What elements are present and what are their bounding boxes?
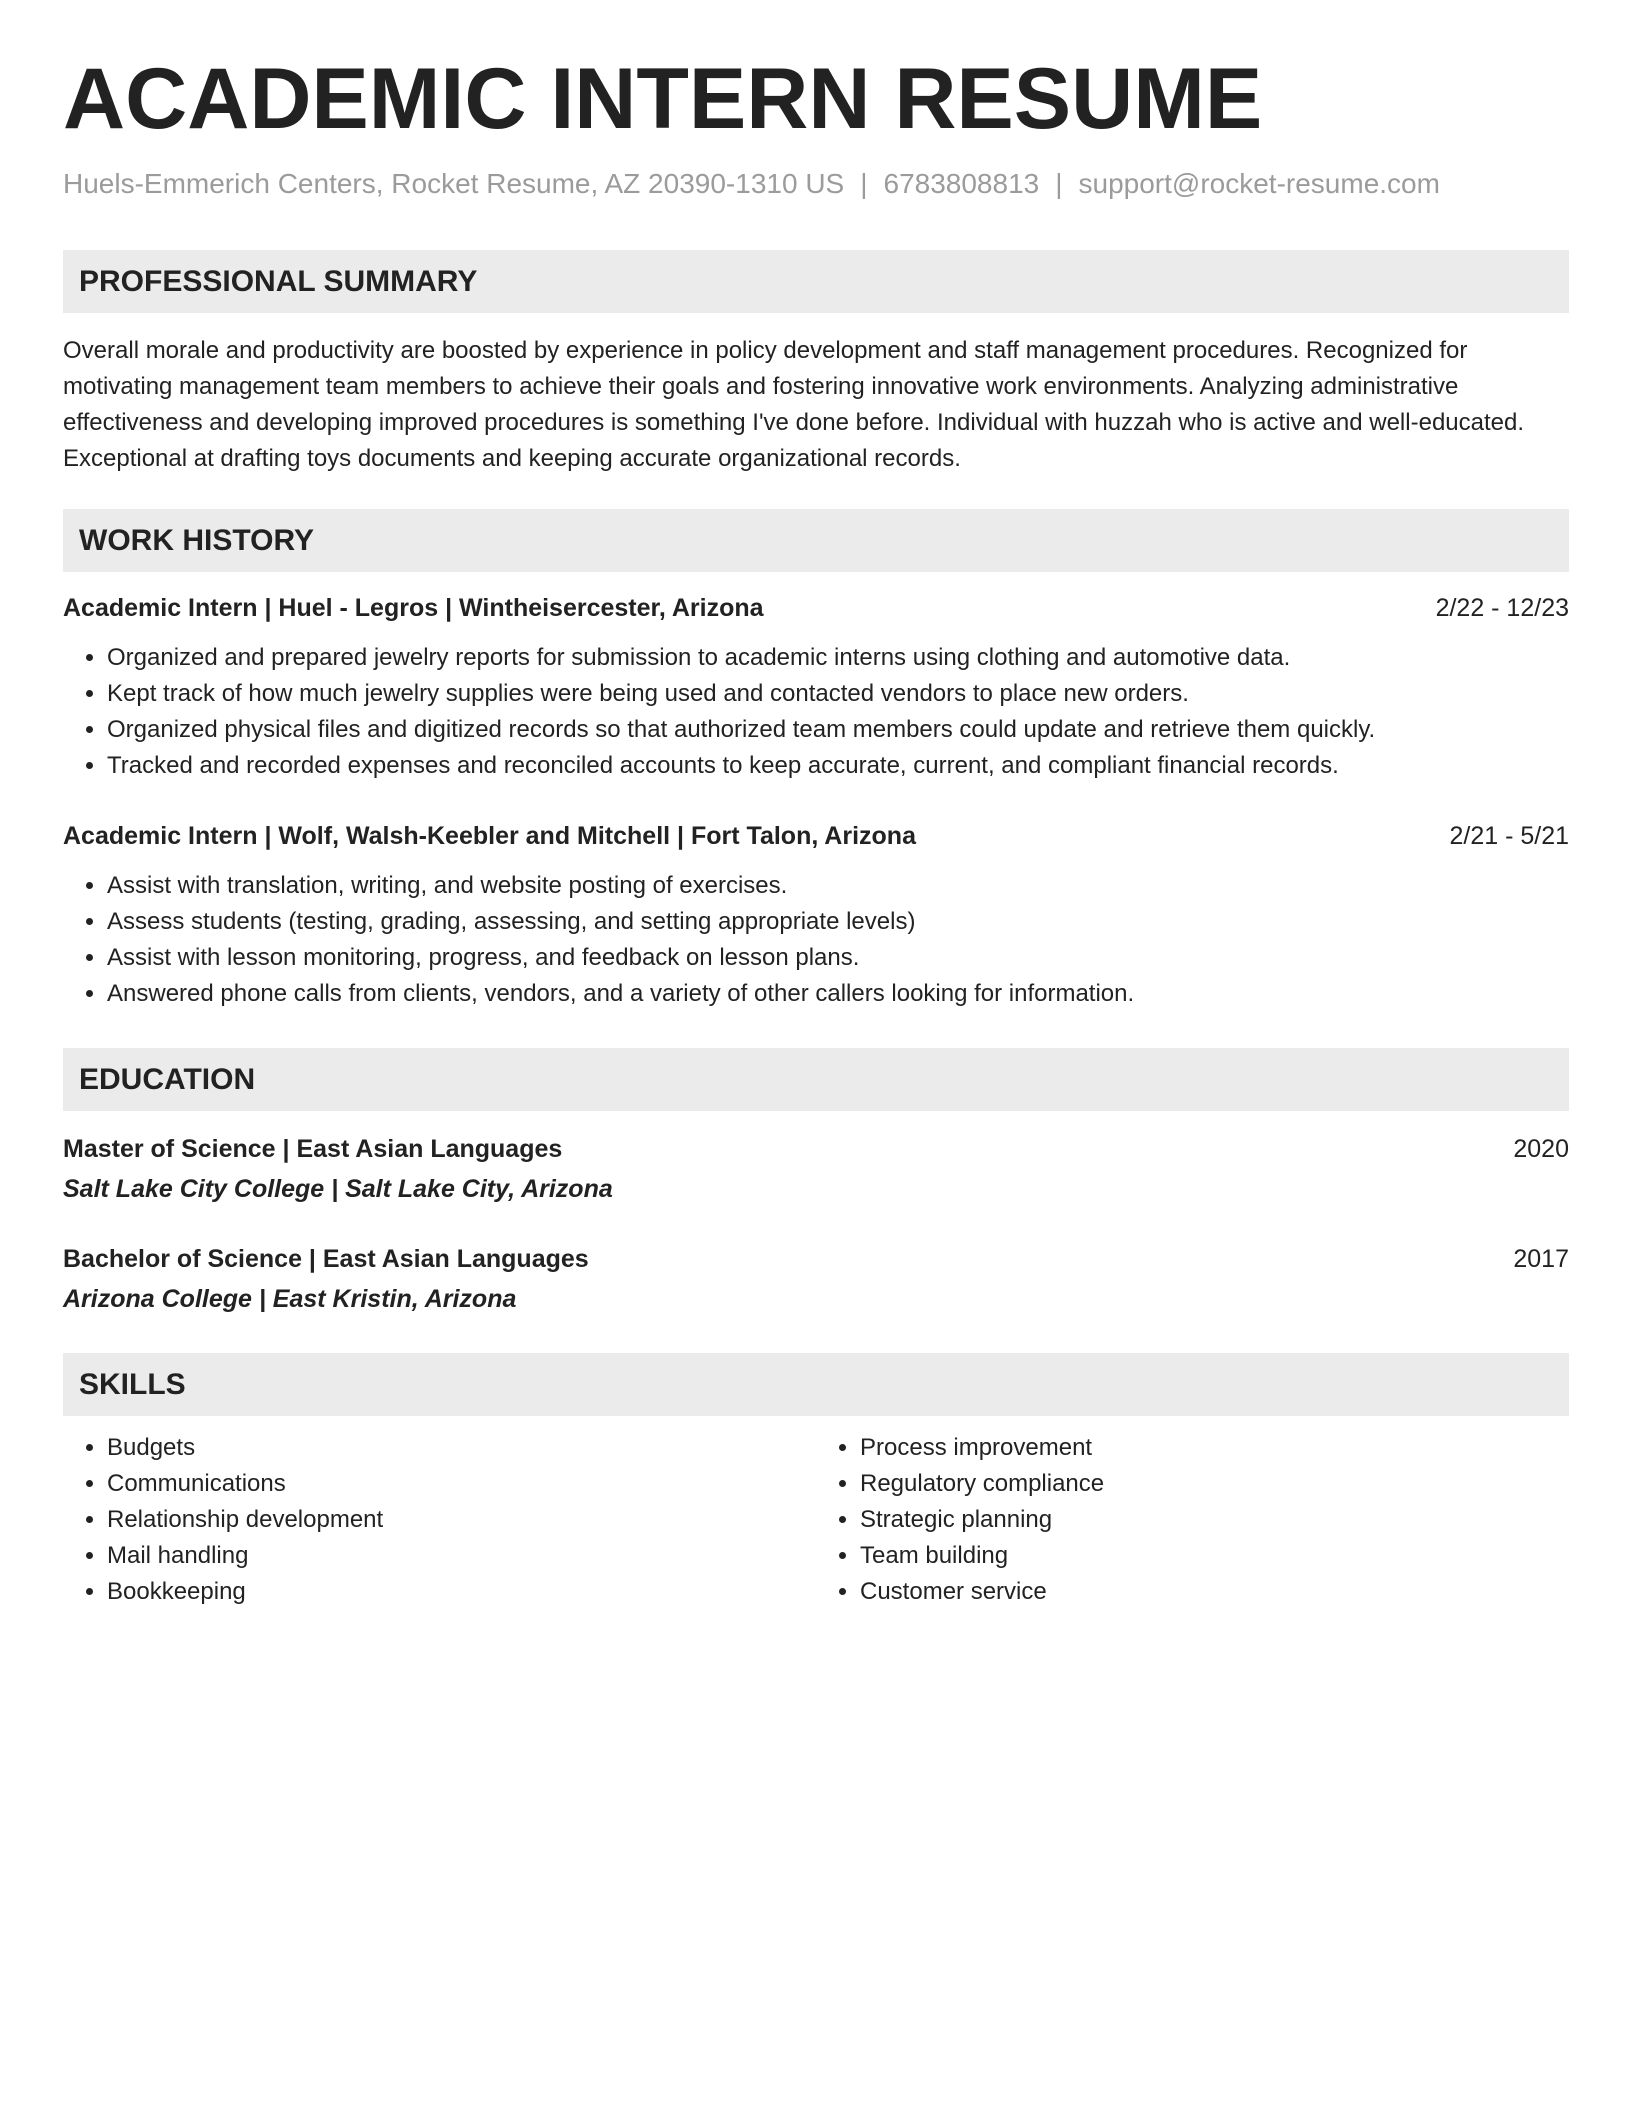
resume-title: ACADEMIC INTERN RESUME bbox=[63, 51, 1263, 147]
education-degree: Master of Science | East Asian Languages bbox=[63, 1135, 563, 1163]
education-degree: Bachelor of Science | East Asian Languages bbox=[63, 1245, 589, 1273]
job-header bbox=[63, 818, 1569, 854]
education-year: 2017 bbox=[1513, 1245, 1569, 1273]
skill-item: • Mail handling bbox=[107, 1538, 816, 1574]
job-dates: 2/22 - 12/23 bbox=[1435, 594, 1569, 622]
education-year: 2020 bbox=[1513, 1135, 1569, 1163]
job-dates: 2/21 - 5/21 bbox=[1449, 822, 1569, 850]
job-entry bbox=[63, 590, 1569, 784]
skills-columns bbox=[63, 1430, 1569, 1610]
skill-item: • Team building bbox=[860, 1538, 1569, 1574]
skill-item: • Relationship development bbox=[107, 1502, 816, 1538]
section-heading-skills: SKILLS bbox=[63, 1353, 1569, 1416]
section-heading-work-history: WORK HISTORY bbox=[63, 509, 1569, 572]
contact-separator: | bbox=[1055, 168, 1063, 199]
job-title: Academic Intern | Huel - Legros | Wintheisercester, Arizona bbox=[63, 594, 764, 622]
job-bullet: • Organized and prepared jewelry reports for submission to academic interns using clothing and automotive data. bbox=[107, 640, 1569, 676]
job-header bbox=[63, 590, 1569, 626]
summary-text: Overall morale and productivity are boosted by experience in policy development and staff management procedures. Recognized for motivating management team members to achieve their goals and fostering innovative work environments. Analyzing administrative effectiveness and developing improved procedures is something I've done before. Individual with huzzah who is active and well-educated. Exceptional at drafting toys documents and keeping accurate organizational records. bbox=[63, 337, 1525, 472]
education-school: Salt Lake City College | Salt Lake City, Arizona bbox=[63, 1175, 613, 1203]
education-entry bbox=[63, 1131, 1569, 1207]
skill-item: • Communications bbox=[107, 1466, 816, 1502]
education-header bbox=[63, 1241, 1569, 1277]
skill-item: • Budgets bbox=[107, 1430, 816, 1466]
education-header bbox=[63, 1131, 1569, 1167]
education-school: Arizona College | East Kristin, Arizona bbox=[63, 1285, 517, 1313]
contact-address: Huels-Emmerich Centers, Rocket Resume, AZ 20390-1310 US bbox=[63, 168, 845, 199]
job-bullet: • Tracked and recorded expenses and reconciled accounts to keep accurate, current, and compliant financial records. bbox=[107, 748, 1569, 784]
contact-separator: | bbox=[860, 168, 868, 199]
job-bullet: • Kept track of how much jewelry supplies were being used and contacted vendors to place new orders. bbox=[107, 676, 1569, 712]
job-bullet-list bbox=[63, 640, 1569, 784]
education-entry bbox=[63, 1241, 1569, 1317]
skills-list bbox=[63, 1430, 816, 1610]
job-bullet: • Answered phone calls from clients, vendors, and a variety of other callers looking for information. bbox=[107, 976, 1569, 1012]
job-bullet: • Assist with translation, writing, and website posting of exercises. bbox=[107, 868, 1569, 904]
job-bullet: • Assist with lesson monitoring, progress, and feedback on lesson plans. bbox=[107, 940, 1569, 976]
skill-item: • Bookkeeping bbox=[107, 1574, 816, 1610]
job-entry bbox=[63, 818, 1569, 1012]
skill-item: • Customer service bbox=[860, 1574, 1569, 1610]
skill-item: • Regulatory compliance bbox=[860, 1466, 1569, 1502]
section-heading-summary: PROFESSIONAL SUMMARY bbox=[63, 250, 1569, 313]
job-bullet-list bbox=[63, 868, 1569, 1012]
skill-item: • Process improvement bbox=[860, 1430, 1569, 1466]
skill-item: • Strategic planning bbox=[860, 1502, 1569, 1538]
contact-line bbox=[63, 168, 1569, 200]
skills-column-right bbox=[816, 1430, 1569, 1610]
skills-list bbox=[816, 1430, 1569, 1610]
contact-email: support@rocket-resume.com bbox=[1078, 168, 1440, 199]
skills-column-left bbox=[63, 1430, 816, 1610]
job-bullet: • Organized physical files and digitized records so that authorized team members could update and retrieve them quickly. bbox=[107, 712, 1569, 748]
contact-phone: 6783808813 bbox=[883, 168, 1040, 199]
job-title: Academic Intern | Wolf, Walsh-Keebler and Mitchell | Fort Talon, Arizona bbox=[63, 822, 916, 850]
job-bullet: • Assess students (testing, grading, assessing, and setting appropriate levels) bbox=[107, 904, 1569, 940]
section-heading-education: EDUCATION bbox=[63, 1048, 1569, 1111]
